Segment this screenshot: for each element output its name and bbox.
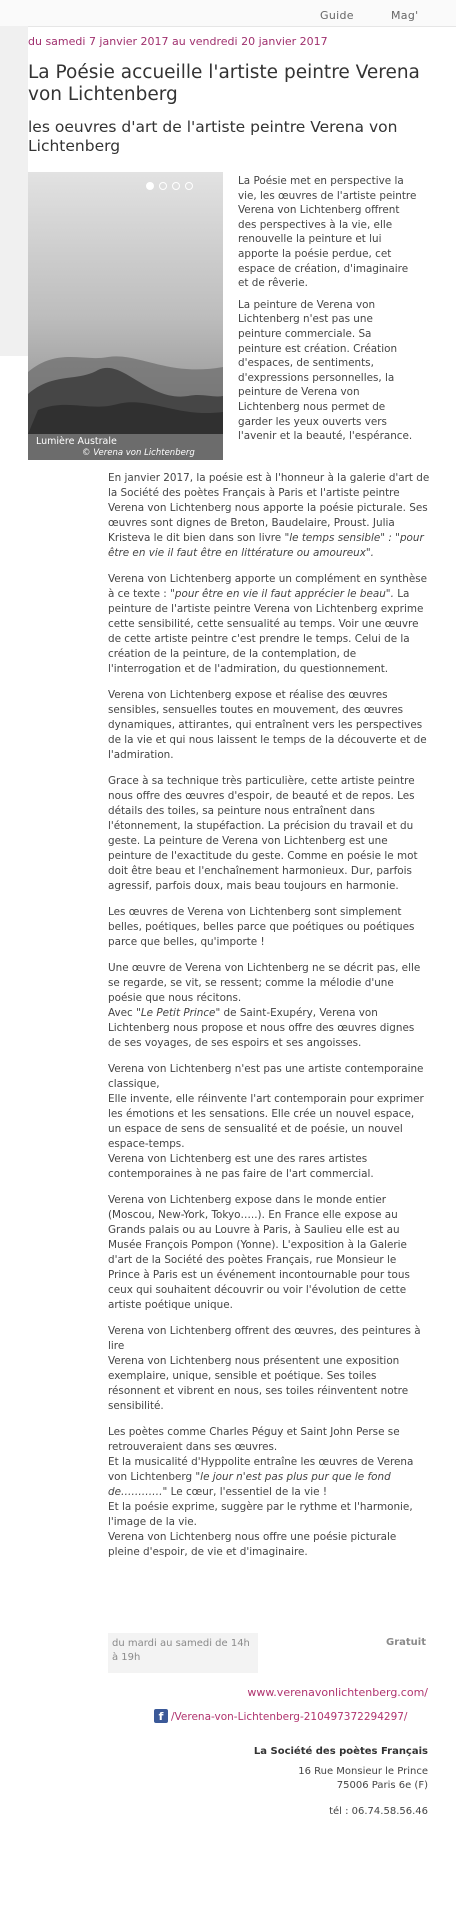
article-paragraph: Grace à sa technique très particulière, cette artiste peintre nous offre des œuvres d'espoir, de beauté et de repos. Les détails des toiles, sa peinture nous entraînent dans l'étonnement, la stupéfaction. La précision du travail et du geste. La peinture de Verena von Lichtenberg est une peinture de l'exactitude du geste. Comme en poésie le mot doit être beau et l'enchaînement harmonieux. Dur, parfois agressif, parfois doux, mais beau toujours en harmonie. bbox=[108, 775, 418, 892]
intro-paragraph: La Poésie met en perspective la vie, les œuvres de l'artiste peintre Verena von Lichtenberg offrent des perspectives à la vie, elle renouvelle la peinture et lui apporte la poésie perdue, cet espace de création, d'imaginaire et de rêverie. bbox=[238, 175, 417, 290]
website-link[interactable]: www.verenavonlichtenberg.com/ bbox=[247, 1686, 428, 1699]
article-paragraph: Les poètes comme Charles Péguy et Saint John Perse se retrouveraient dans ses œuvres. Et la musicalité d'Hyppolite entraîne les œuvres de Verena von Lichtenberg "le jour n'est pas plus pur que le fond de…………" Le cœur, l'essentiel de la vie ! Et la poésie exprime, suggère par le rythme et l'harmonie, l'image de la vie. Verena von Lichtenberg nous offre une poésie picturale pleine d'espoir, de vie et d'imaginaire. bbox=[108, 1426, 414, 1558]
facebook-link[interactable]: /Verena-von-Lichtenberg-210497372294297/ bbox=[171, 1711, 408, 1723]
painting-image bbox=[28, 172, 223, 434]
slide-indicators bbox=[146, 182, 193, 190]
article-paragraph: Les œuvres de Verena von Lichtenberg sont simplement belles, poétiques, belles parce que poétiques ou poétiques parce que belles, qu'importe ! bbox=[108, 906, 415, 948]
article-paragraph: Verena von Lichtenberg offrent des œuvres, des peintures à lire Verena von Lichtenberg nous présentent une exposition exemplaire, unique, sensible et poétique. Ses toiles résonnent et vibrent en nous, ses toiles réinventent notre sensibilité. bbox=[108, 1325, 421, 1412]
intro-paragraph: La peinture de Verena von Lichtenberg n'est pas une peinture commerciale. Sa peinture est création. Création d'espaces, de sentiments, d'expressions personnelles, la peinture de Verena von Lichtenberg nous permet de garder les yeux ouverts vers l'avenir et la beauté, l'espérance. bbox=[238, 298, 413, 443]
article-body bbox=[108, 471, 430, 1571]
event-dates: du samedi 7 janvier 2017 au vendredi 20 janvier 2017 bbox=[28, 35, 328, 48]
address-line: 75006 Paris 6e (F) bbox=[336, 1780, 428, 1791]
slide-dot[interactable] bbox=[159, 182, 167, 190]
address-line: 16 Rue Monsieur le Prince bbox=[298, 1766, 428, 1777]
article-paragraph: Verena von Lichtenberg expose dans le monde entier (Moscou, New-York, Tokyo…..). En France elle expose au Grands palais ou au Louvre à Paris, à Saulieu elle est au Musée François Pompon (Yonne). L'exposition à la Galerie d'art de la Société des poètes Français, rue Monsieur le Prince à Paris est un événement incontournable pour tous ceux qui souhaitent découvrir ou voir l'évolution de cette artiste poétique unique. bbox=[108, 1194, 410, 1311]
opening-hours: du mardi au samedi de 14h à 19h bbox=[112, 1638, 250, 1663]
article-paragraph: Verena von Lichtenberg expose et réalise des œuvres sensibles, sensuelles toutes en mouvement, des œuvres dynamiques, attirantes, qui entraînent vers les perspectives de la vie et qui nous laissent le temps de la découverte et de l'admiration. bbox=[108, 689, 427, 761]
nav-mag-link[interactable]: Mag' bbox=[391, 9, 419, 22]
caption-credit: © Verena von Lichtenberg bbox=[82, 448, 195, 458]
slide-dot[interactable] bbox=[185, 182, 193, 190]
slide-dot[interactable] bbox=[146, 182, 154, 190]
phone-number: tél : 06.74.58.56.46 bbox=[329, 1806, 428, 1817]
facebook-icon[interactable]: f bbox=[154, 1709, 168, 1723]
article-paragraph: Verena von Lichtenberg n'est pas une artiste contemporaine classique, Elle invente, elle réinvente l'art contemporain pour exprimer les émotions et les sensations. Elle crée un nouvel espace, un espace de sens de sensualité et de poésie, un nouvel espace-temps. Verena von Lichtenberg est une des rares artistes contemporaines à ne pas faire de l'art commercial. bbox=[108, 1063, 424, 1180]
article-paragraph: Verena von Lichtenberg apporte un complément en synthèse à ce texte : "pour être en vie il faut apprécier le beau". La peinture de l'artiste peintre Verena von Lichtenberg exprime cette sensibilité, cette sensualité au temps. Voir une œuvre de cette artiste peintre c'est prendre le temps. Celui de la création de la peinture, de la contemplation, de l'interrogation et de l'admiration, du questionnement. bbox=[108, 573, 428, 675]
organizer-name: La Société des poètes Français bbox=[253, 1746, 428, 1757]
left-panel-shade bbox=[0, 26, 28, 356]
event-subtitle: les oeuvres d'art de l'artiste peintre Verena von Lichtenberg bbox=[28, 118, 398, 155]
article-paragraph: En janvier 2017, la poésie est à l'honneur à la galerie d'art de la Société des poètes Français à Paris et l'artiste peintre Verena von Lichtenberg nous apporte la poésie picturale. Ses œuvres sont dignes de Breton, Baudelaire, Proust. Julia Kristeva le dit bien dans son livre "le temps sensible" : "pour être en vie il faut être en littérature ou amoureux". bbox=[108, 472, 430, 559]
caption-title: Lumière Australe bbox=[36, 436, 117, 447]
slide-dot[interactable] bbox=[172, 182, 180, 190]
image-slideshow[interactable] bbox=[28, 172, 223, 460]
nav-guide-link[interactable]: Guide bbox=[320, 9, 354, 22]
event-title: La Poésie accueille l'artiste peintre Verena von Lichtenberg bbox=[28, 62, 420, 105]
intro-text bbox=[238, 174, 418, 451]
article-paragraph: Une œuvre de Verena von Lichtenberg ne se décrit pas, elle se regarde, se vit, se ressent; comme la mélodie d'une poésie que nous récitons. Avec "Le Petit Prince" de Saint-Exupéry, Verena von Lichtenberg nous propose et nous offre des œuvres dignes de ses voyages, de ses espoirs et ses angoisses. bbox=[108, 962, 421, 1049]
top-navigation bbox=[0, 0, 456, 27]
price-label: Gratuit bbox=[386, 1637, 426, 1648]
